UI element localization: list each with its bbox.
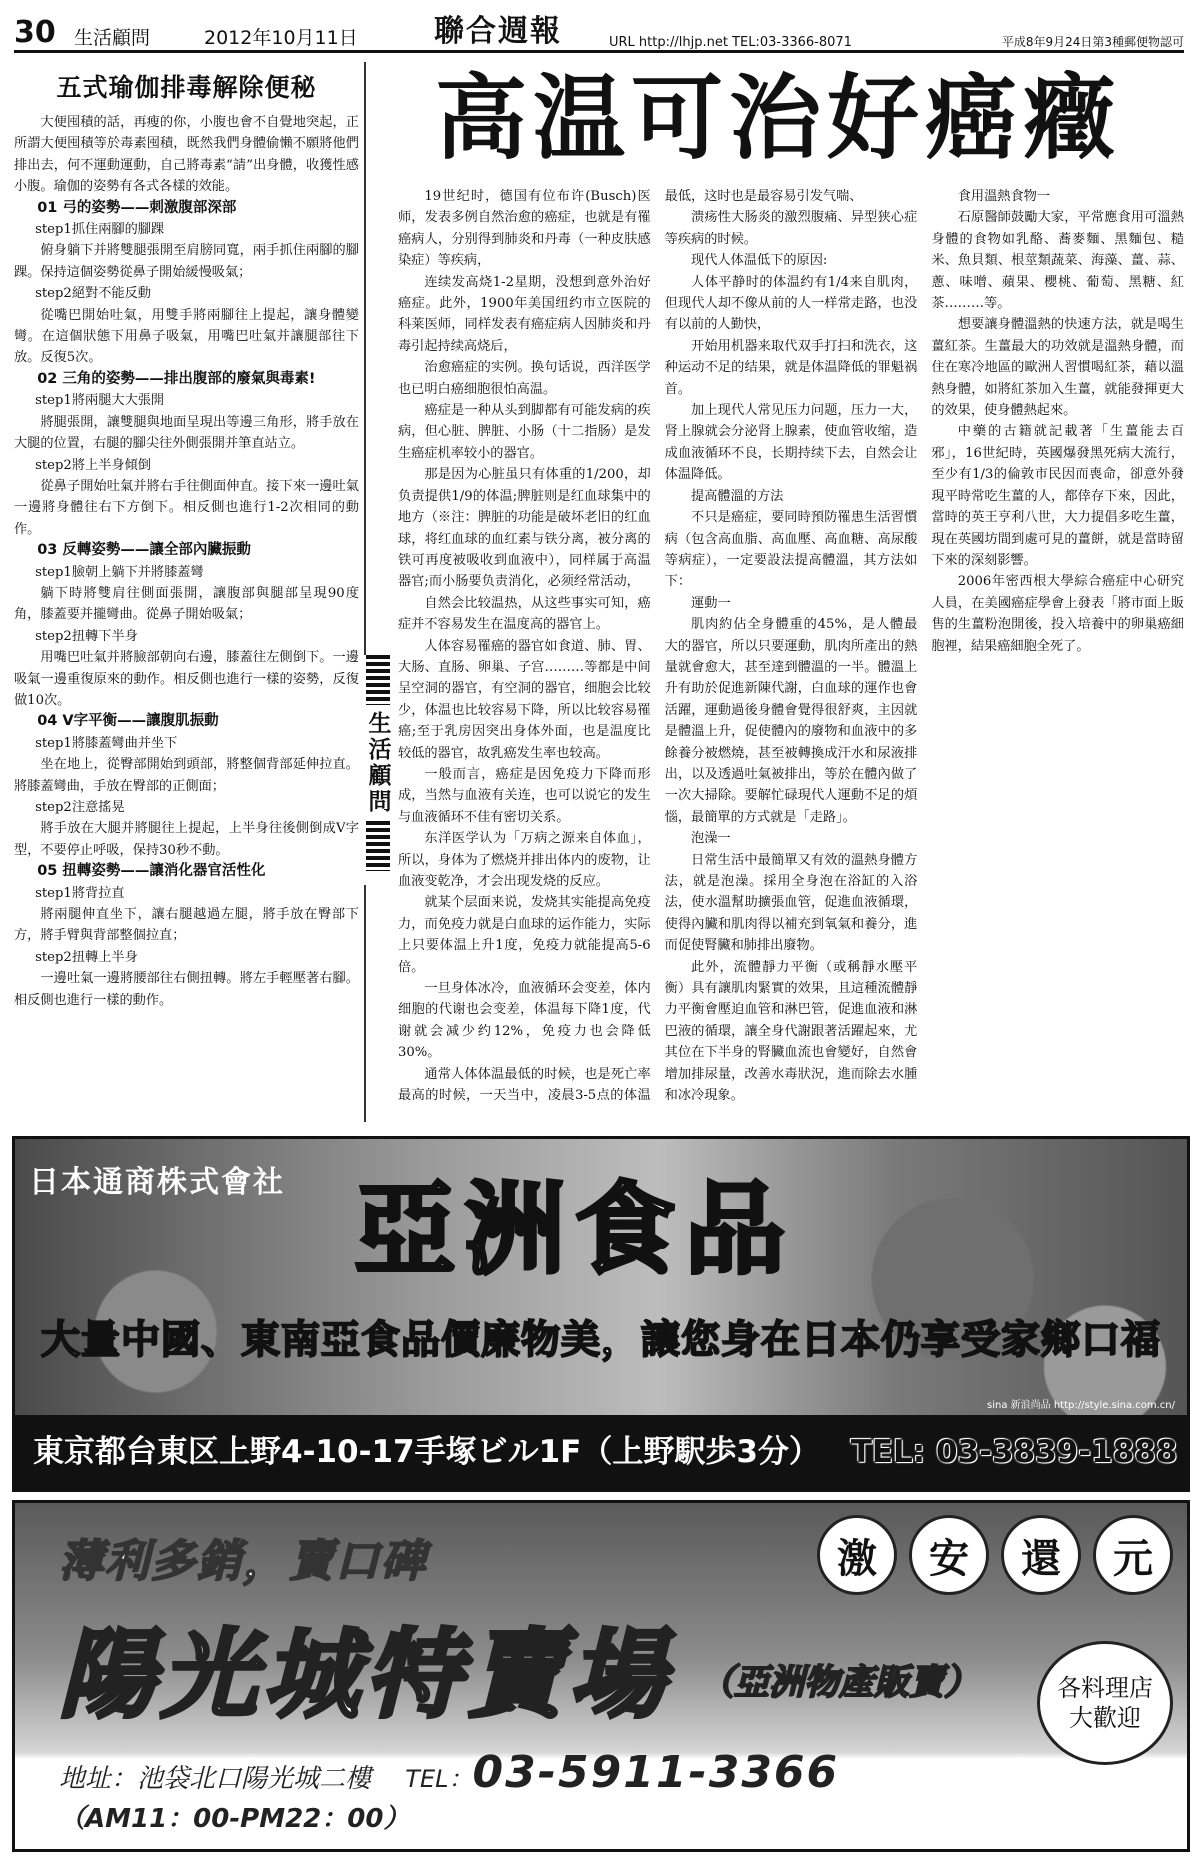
- paragraph: 人体容易罹癌的器官如食道、肺、胃、大肠、直肠、卵巢、子宫………等都是中间呈空洞的器官，有空洞的器官，细胞会比较少，体温也比较容易下降，所以比较容易罹癌;至于乳房因突出身体外面，也是温度比较低的器官，故乳癌发生率也较高。: [398, 638, 651, 761]
- paragraph: 开始用机器来取代双手打扫和洗衣，这种运动不足的结果，就是体温降低的罪魁祸首。: [664, 338, 918, 397]
- step-label: step2扭轉下半身: [35, 628, 138, 644]
- main-article-body: [398, 186, 1184, 1121]
- store-subtitle: （亞洲物產販賣）: [699, 1663, 980, 1703]
- paragraph: 大便囤積的話，再瘦的你，小腹也會不自覺地突起，正所謂大便囤積等於毒素囤積，既然我們身體偷懶不願將他們排出去，何不運動運動，自己將毒素“請”出身體，收獲性感小腹。瑜伽的姿勢有各式各樣的效能。: [14, 115, 359, 195]
- discount-circles: [817, 1515, 1173, 1595]
- paragraph: 此外，流體靜力平衡（或稱靜水壓平衡）具有讓肌肉緊實的效果，且這種流體靜力平衡會壓迫血管和淋巴管，促進血液和淋巴液的循環，讓全身代謝跟著活躍起來，尤其位在下半身的腎臟血流也會變好，自然會增加排尿量，改善水毒狀況，進而除去水腫和冰冷現象。: [664, 959, 918, 1104]
- paragraph: 2006年密西根大學綜合癌症中心研究人員，在美國癌症學會上發表「將市面上販售的生薑粉泡開後，投入培養中的卵巢癌細胞裡，結果癌細胞全死了。: [931, 574, 1184, 654]
- yoga-article-title: 五式瑜伽排毒解除便秘: [56, 73, 317, 102]
- paragraph: 自然会比较温热，从这些事实可知，癌症并不容易发生在温度高的器官上。: [398, 595, 651, 633]
- badge-line: 大歡迎: [1069, 1704, 1141, 1732]
- step-label: step2絕對不能反動: [35, 286, 151, 302]
- paragraph: 一邊吐氣一邊將腰部往右側扭轉。將左手輕壓著右腳。相反側也進行一樣的動作。: [14, 971, 359, 1008]
- ad-slogan: 薄利多銷，賣口碑: [59, 1536, 427, 1587]
- paragraph: 加上现代人常见压力问题，压力一大，肾上腺就会分泌肾上腺素，使血管收缩，造成血液循环不良，长期持续下去，自然会让体温降低。: [664, 403, 918, 483]
- photo-credit: sina 新浪尚品 http://style.sina.com.cn/: [987, 1400, 1175, 1411]
- sunshine-city-advertisement: [12, 1500, 1190, 1852]
- ad-telephone: TEL: 03-3839-1888: [850, 1434, 1178, 1470]
- paragraph: 连续发高烧1-2星期，没想到意外治好癌症。此外，1900年美国纽约市立医院的科莱医师，同样发表有癌症病人因肺炎和丹毒引起持续高烧后，: [398, 274, 651, 354]
- yoga-article-body: [14, 112, 359, 1011]
- paragraph: 东洋医学认为「万病之源来自体血」，所以，身体为了燃烧并排出体内的废物，让血液变乾净，才会出现发烧的反应。: [398, 831, 651, 889]
- paragraph: 將手放在大腿并將腿往上提起，上半身往後側倒成V字型，不要停止呼吸，保持30秒不動。: [14, 821, 359, 858]
- step-label: step2將上半身傾倒: [35, 457, 151, 473]
- subheading: 现代人体温低下的原因:: [691, 253, 828, 269]
- store-name: 陽光城特賣場: [59, 1619, 671, 1731]
- step-label: step1將兩腿大大張開: [35, 393, 165, 409]
- store-tel-label: TEL：: [405, 1765, 473, 1793]
- paragraph: 19世纪时，德国有位布许(Busch)医师，发表多例自然治愈的癌症，也就是有罹癌病人，分别得到肺炎和丹毒（一种皮肤感染症）等疾病，: [398, 189, 651, 269]
- section-label-text: 生活顧問: [364, 711, 391, 815]
- circle-char: 安: [909, 1515, 989, 1595]
- paragraph: 俯身躺下并將雙腿張開至肩膀同寬，兩手抓住兩腳的腳踝。保持這個姿勢從鼻子開始緩慢吸氣；: [14, 243, 359, 280]
- ad-brand-name: 亞洲食品: [355, 1171, 795, 1288]
- paragraph: 從嘴巴開始吐氣，用雙手將兩腳往上提起，讓身體變彎。在這個狀態下用鼻子吸氣，用嘴巴吐氣并讓腿部往下放。反復5次。: [14, 307, 359, 366]
- decorative-bars: [366, 821, 390, 871]
- paragraph: 人体平静时的体温约有1/4来自肌肉，但现代人却不像从前的人一样常走路，也没有以前的人勤快，: [664, 274, 918, 333]
- paragraph: 那是因为心脏虽只有体重的1/200，却负责提供1/9的体温;脾脏则是红血球集中的地方（※注：脾脏的功能是破坏老旧的红血球，将红血球的血红素与铁分离，被分离的铁可再度被吸收到血液中），同样属于高温器官;而小肠要负责消化，必须经常活动，: [398, 467, 651, 590]
- paragraph: 通常人体体温最低的时候，也是死亡率最高的时候，一天当中，凌晨3-5点的体温最低，这时也是最容易引发气喘、: [398, 189, 863, 1104]
- contact-info: URL http://lhjp.net TEL:03-3366-8071: [609, 35, 852, 50]
- store-tel-number: 03-5911-3366: [472, 1747, 840, 1798]
- section-name: 生活顧問: [74, 27, 151, 49]
- paragraph: 癌症是一种从头到脚都有可能发病的疾病，但心脏、脾脏、小肠（十二指肠）是发生癌症机率较小的器官。: [398, 403, 651, 461]
- paragraph: 日常生活中最簡單又有效的溫熱身體方法，就是泡澡。採用全身泡在浴缸的入浴法，使水溫幫助擴張血管，促進血液循環，使得內臟和肌肉得以補充到氧氣和養分，進而促使腎臟和肺排出廢物。: [664, 852, 918, 954]
- page-number: 30: [14, 15, 56, 50]
- paragraph: 肌肉約佔全身體重的45%，是人體最大的器官，所以只要運動，肌肉所產出的熱量就會愈大，甚至達到體溫的一半。體溫上升有助於促進新陳代謝，白血球的運作也會活躍，運動過後身體會覺得很舒爽，主因就是體溫上升，促使體內的廢物和血液中的多餘養分被燃燒，甚至被轉換成汗水和尿液排出，以及透過吐氣被排出，等於在體內做了一次大掃除。要解忙碌現代人運動不足的煩惱，最簡單的方式就是「走路」。: [664, 617, 918, 825]
- step-label: step1抓住兩腳的腳踝: [35, 222, 165, 238]
- step-label: step2扭轉上半身: [35, 949, 138, 965]
- subheading: 食用溫熱食物一: [957, 189, 1051, 204]
- store-contact: [59, 1747, 1187, 1835]
- paragraph: 就某个层面来说，发烧其实能提高免疫力，而免疫力就是白血球的运作能力，实际上只要体温上升1度，免疫力就能提高5-6倍。: [398, 895, 651, 975]
- ad-address: 東京都台東区上野4-10-17手塚ビル1F（上野駅歩3分）: [33, 1434, 820, 1470]
- paragraph: 一般而言，癌症是因免疫力下降而形成，当然与血液有关连，也可以说它的发生与血液循环不佳有密切关系。: [398, 766, 651, 825]
- asia-food-advertisement: [12, 1136, 1190, 1492]
- paragraph: 將兩腿伸直坐下，讓右腿越過左腿，將手放在臀部下方，將手臂與背部整個拉直；: [14, 907, 359, 944]
- badge-line: 各料理店: [1057, 1674, 1153, 1702]
- store-hours: （AM11：00-PM22：00）: [59, 1804, 410, 1834]
- subheading: 05 扭轉姿勢——讓消化器官活性化: [37, 863, 266, 880]
- circle-char: 激: [817, 1515, 897, 1595]
- page-header: [14, 16, 1184, 53]
- issue-date: 2012年10月11日: [204, 27, 358, 49]
- paragraph: 將腿張開，讓雙腿與地面呈現出等邊三角形，將手放在大腿的位置，右腿的腳尖往外側張開并筆直站立。: [14, 414, 359, 452]
- paragraph: 坐在地上，從臀部開始到頭部，將整個背部延伸拉直。將膝蓋彎曲，手放在臀部的正側面；: [14, 757, 359, 794]
- paragraph: 治愈癌症的实例。换句话说，西洋医学也已明白癌细胞很怕高温。: [398, 360, 651, 397]
- step-label: step1將膝蓋彎曲并坐下: [35, 735, 178, 751]
- subheading: 01 弓的姿勢——刺激腹部深部: [37, 199, 237, 216]
- ad-tagline: 大量中國、東南亞食品價廉物美，讓您身在日本仍享受家鄉口福: [40, 1318, 1161, 1363]
- step-label: step2注意搖晃: [35, 800, 125, 815]
- circle-char: 元: [1093, 1515, 1173, 1595]
- main-headline: 高温可治好癌癥: [434, 65, 1121, 172]
- paragraph: 用嘴巴吐氣并將臉部朝向右邊，膝蓋往左側倒下。一邊吸氣一邊重復原來的動作。相反側也進行一樣的姿勢，反復做10次。: [14, 650, 359, 708]
- paragraph: 溃疡性大肠炎的激烈腹痛、异型狭心症等疾病的时候。: [664, 210, 918, 247]
- paragraph: 從鼻子開始吐氣并將右手往側面伸直。接下來一邊吐氣一邊將身體往右下方倒下。相反側也進行1-2次相同的動作。: [14, 478, 359, 537]
- subheading: 泡澡一: [691, 831, 731, 847]
- subheading: 02 三角的姿勢——排出腹部的廢氣與毒素!: [37, 370, 316, 387]
- subheading: 03 反轉姿勢——讓全部內臟振動: [37, 542, 251, 559]
- paragraph: 不只是癌症，要同時預防罹患生活習慣病（包含高血脂、高血壓、高血糖、高尿酸等病症），一定要設法提高體溫，其方法如下：: [664, 510, 918, 590]
- step-label: step1將背拉直: [35, 885, 125, 901]
- ad-company-name: 日本通商株式會社: [29, 1165, 285, 1200]
- paragraph: 躺下時將雙肩往側面張開，讓腹部與腿部呈現90度角，膝蓋要并攏彎曲。從鼻子開始吸氣；: [14, 585, 359, 623]
- paragraph: 石原醫師鼓勵大家，平常應食用可溫熱身體的食物如乳酪、蕎麥麵、黑麵包、糙米、魚貝類、根莖類蔬菜、海藻、薑、蒜、蔥、味噌、蘋果、櫻桃、葡萄、黑糖、紅茶………等。: [931, 210, 1184, 312]
- store-address: 地址：池袋北口陽光城二樓: [59, 1764, 372, 1794]
- paragraph: 一旦身体冰冷，血液循环会变差，体内细胞的代谢也会变差，体温每下降1度，代谢就会减少约12%，免疫力也会降低30%。: [398, 981, 651, 1061]
- subheading: 04 V字平衡——讓腹肌振動: [37, 713, 219, 730]
- postal-permit: 平成8年9月24日第3種郵便物認可: [1001, 35, 1184, 49]
- section-label-vertical: [363, 655, 393, 885]
- decorative-bars: [366, 655, 390, 705]
- subheading: 運動一: [691, 595, 731, 611]
- ad-address-bar: [15, 1415, 1187, 1489]
- subheading: 提高體溫的方法: [691, 488, 784, 504]
- paper-masthead: 聯合週報: [434, 14, 562, 49]
- yoga-article: [14, 62, 359, 1122]
- paragraph: 想要讓身體溫熱的快速方法，就是喝生薑紅茶。生薑最大的功效就是溫熱身體，而住在寒冷地區的歐洲人習慣喝紅茶，藉以溫熱身體，如將紅茶加入生薑，就能發揮更大的效果，使身體熱起來。: [931, 317, 1184, 419]
- paragraph: 中藥的古籍就記載著「生薑能去百邪」，16世紀時，英國爆發黑死病大流行，至少有1/3的倫敦市民因而喪命，卻意外發現平時常吃生薑的人，都倖存下來，因此，當時的英王亨利八世，大力提倡多吃生薑，現在英國坊間到處可見的薑餅，就是當時留下來的深刻影響。: [931, 424, 1184, 568]
- step-label: step1臉朝上躺下并將膝蓋彎: [35, 564, 204, 580]
- column-divider: [364, 62, 366, 1122]
- circle-char: 還: [1001, 1515, 1081, 1595]
